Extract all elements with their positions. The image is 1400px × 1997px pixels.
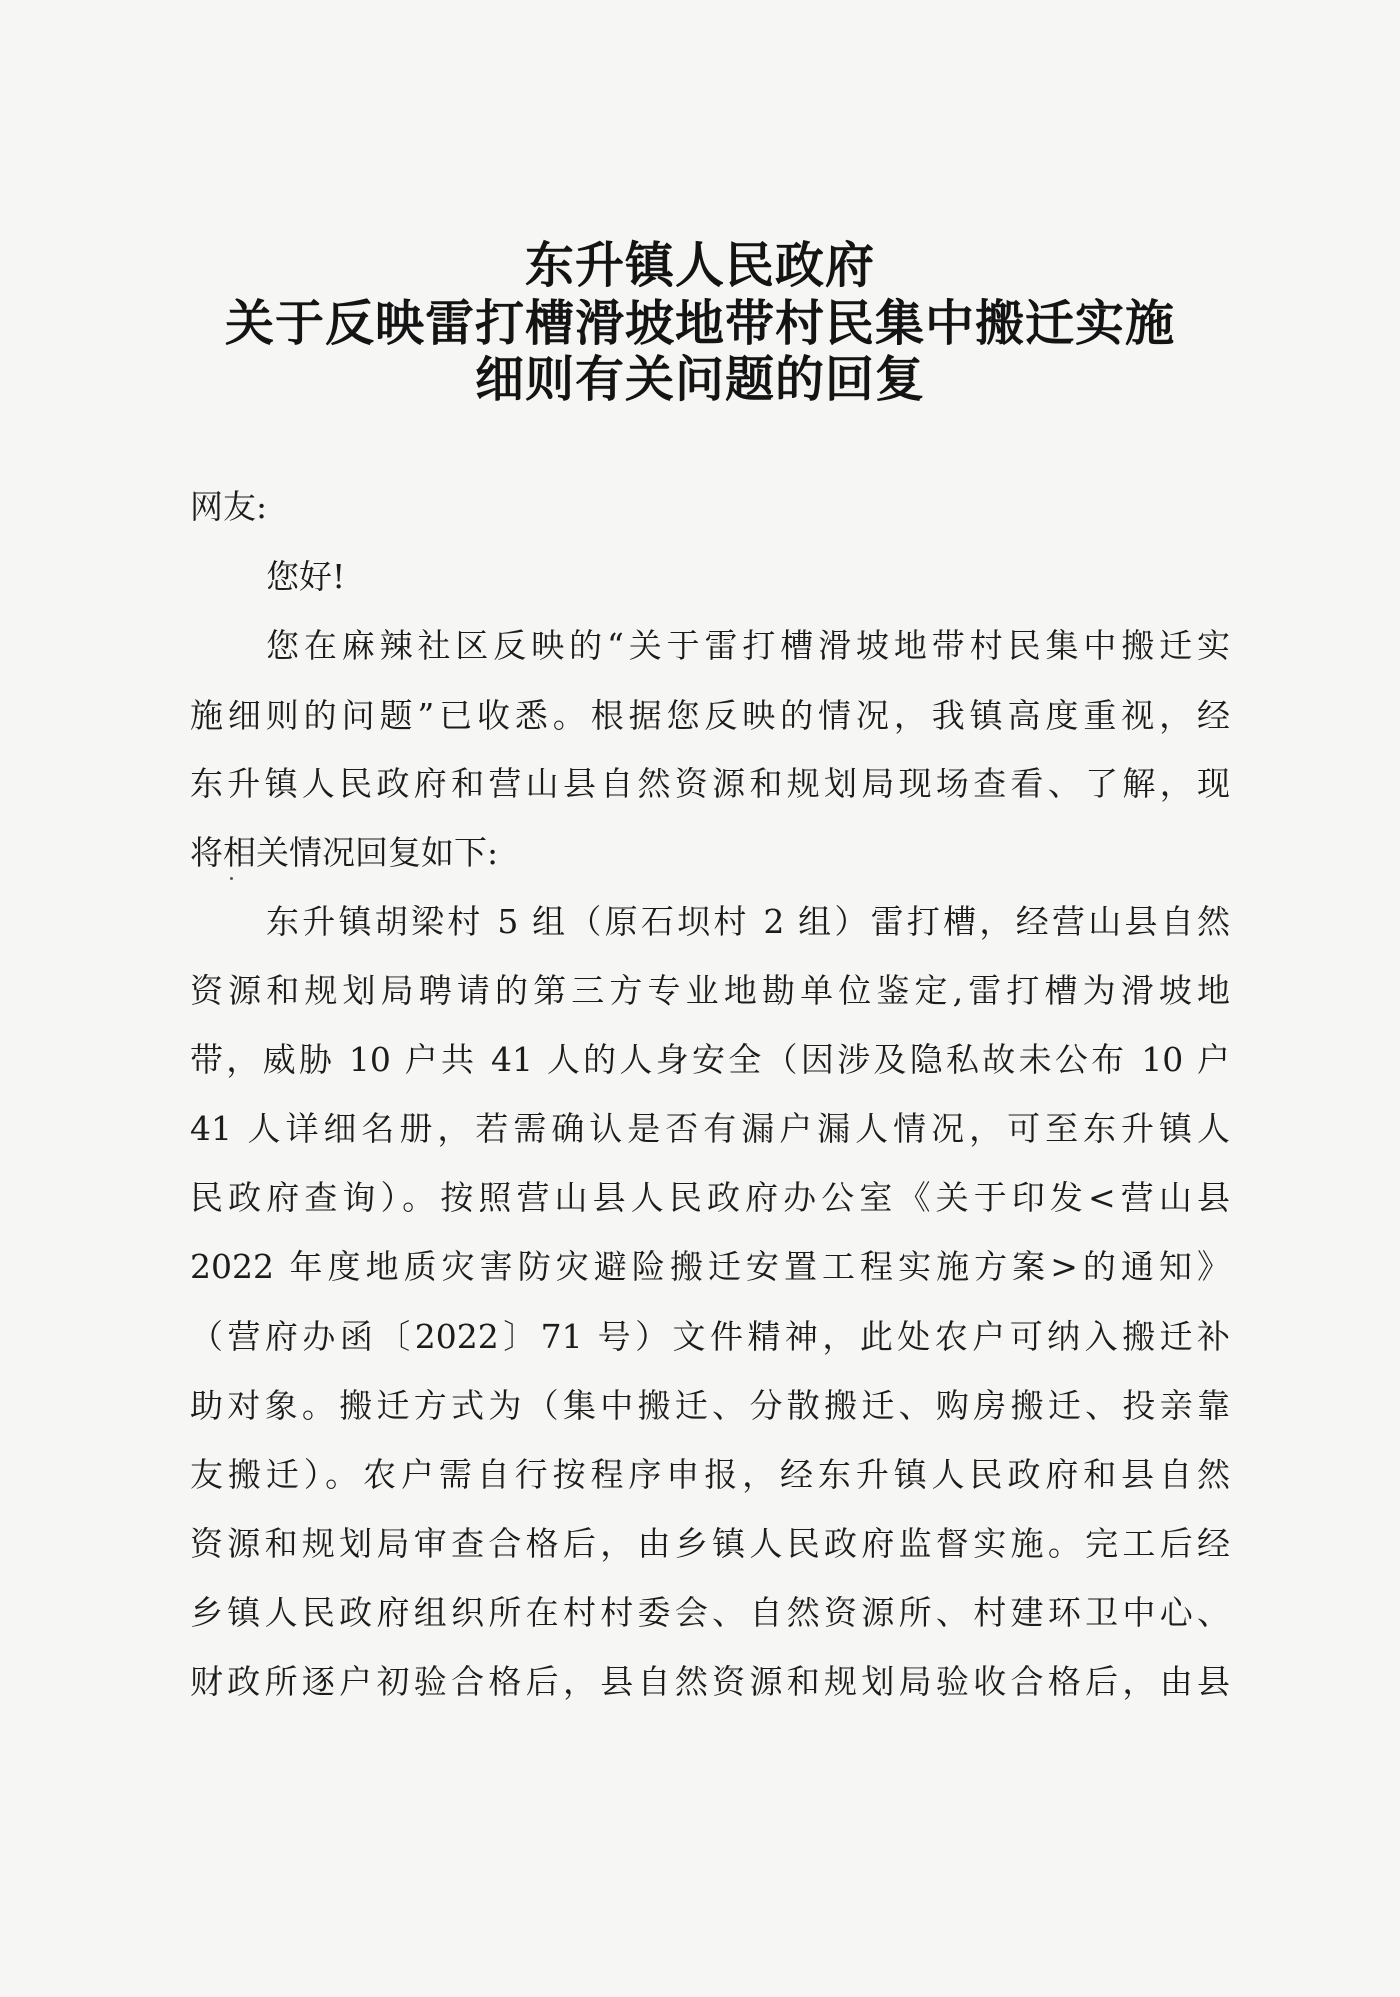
body-line: 民政府查询）。按照营山县人民政府办公室《关于印发<营山县 — [190, 1178, 1230, 1217]
body-line: 您在麻辣社区反映的“关于雷打槽滑坡地带村民集中搬迁实 — [266, 626, 1230, 665]
body-line: 资源和规划局审查合格后，由乡镇人民政府监督实施。完工后经 — [190, 1524, 1230, 1563]
body-line: 助对象。搬迁方式为（集中搬迁、分散搬迁、购房搬迁、投亲靠 — [190, 1386, 1230, 1425]
body-line: 东升镇人民政府和营山县自然资源和规划局现场查看、了解，现 — [190, 764, 1230, 803]
body-line: 东升镇胡梁村 5 组（原石坝村 2 组）雷打槽，经营山县自然 — [266, 902, 1230, 941]
body-line: 41 人详细名册，若需确认是否有漏户漏人情况，可至东升镇人 — [190, 1109, 1230, 1148]
scan-speck — [230, 877, 233, 880]
title-line-2: 关于反映雷打槽滑坡地带村民集中搬迁实施 — [224, 294, 1175, 352]
body-line: 财政所逐户初验合格后，县自然资源和规划局验收合格后，由县 — [190, 1662, 1230, 1701]
body-line: 资源和规划局聘请的第三方专业地勘单位鉴定,雷打槽为滑坡地 — [190, 971, 1230, 1010]
body-line: 施细则的问题”已收悉。根据您反映的情况，我镇高度重视，经 — [190, 696, 1230, 735]
title-line-1: 东升镇人民政府 — [524, 236, 875, 294]
salutation: 网友: — [190, 487, 268, 526]
title-line-3: 细则有关问题的回复 — [474, 350, 925, 408]
body-line: 带，威胁 10 户共 41 人的人身安全（因涉及隐私故未公布 10 户 — [190, 1040, 1230, 1079]
body-line: 乡镇人民政府组织所在村村委会、自然资源所、村建环卫中心、 — [190, 1593, 1230, 1632]
body-line: 将相关情况回复如下: — [190, 833, 499, 872]
body-line: 2022 年度地质灾害防灾避险搬迁安置工程实施方案>的通知》 — [190, 1247, 1230, 1286]
body-line: （营府办函〔2022〕71 号）文件精神，此处农户可纳入搬迁补 — [190, 1317, 1230, 1356]
body-line: 友搬迁）。农户需自行按程序申报，经东升镇人民政府和县自然 — [190, 1455, 1230, 1494]
greeting: 您好! — [266, 557, 346, 596]
